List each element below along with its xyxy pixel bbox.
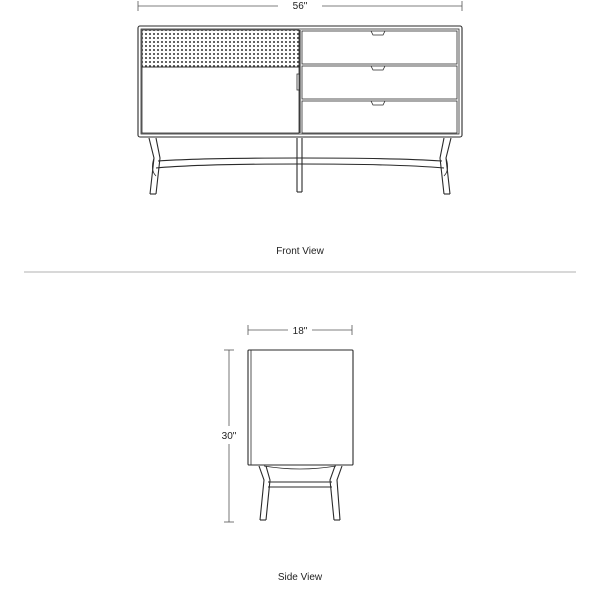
drawer-2 <box>302 66 457 99</box>
side-view <box>222 325 353 583</box>
drawer-2-pull <box>371 66 385 70</box>
side-depth-dimension <box>248 325 352 337</box>
drawer-3-pull <box>371 101 385 105</box>
drawers <box>302 31 457 133</box>
front-view <box>138 1 462 257</box>
front-width-label: 56" <box>292 1 308 12</box>
drawer-3 <box>302 101 457 133</box>
perforated-panel <box>142 30 299 67</box>
drawer-1-pull <box>371 31 385 35</box>
cabinet-front <box>138 26 462 137</box>
drawer-1 <box>302 31 457 64</box>
cabinet-side <box>248 350 353 465</box>
side-height-label: 30" <box>221 431 237 442</box>
front-legs <box>149 138 451 194</box>
side-height-dimension <box>222 350 237 522</box>
front-width-dimension <box>138 1 462 12</box>
side-view-caption: Side View <box>277 572 323 583</box>
left-door <box>142 67 299 133</box>
side-legs <box>259 466 342 520</box>
side-depth-label: 18" <box>292 326 308 337</box>
front-view-caption: Front View <box>276 246 324 257</box>
